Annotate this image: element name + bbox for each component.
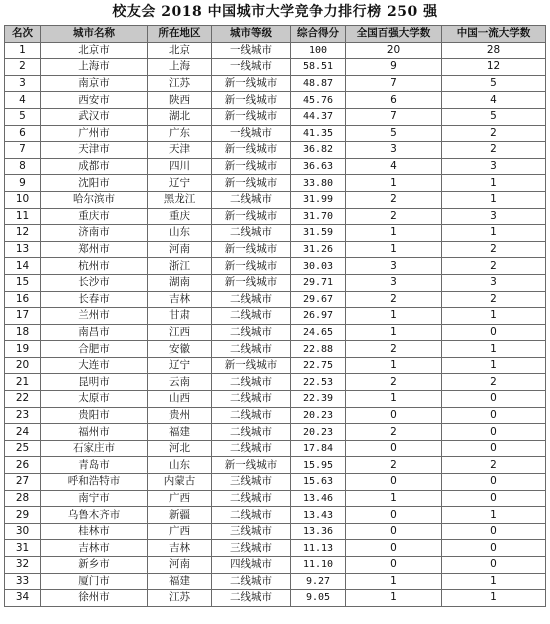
rank-cell: 1 xyxy=(5,42,41,59)
table-row xyxy=(5,241,546,258)
first-class-cell: 2 xyxy=(442,457,546,474)
first-class-cell: 2 xyxy=(442,142,546,159)
region-cell: 安徽 xyxy=(148,341,212,358)
region-cell: 重庆 xyxy=(148,208,212,225)
score-cell: 29.71 xyxy=(291,274,346,291)
region-cell: 广东 xyxy=(148,125,212,142)
region-cell: 浙江 xyxy=(148,258,212,275)
first-class-cell: 0 xyxy=(442,540,546,557)
score-cell: 30.03 xyxy=(291,258,346,275)
first-class-cell: 1 xyxy=(442,573,546,590)
table-body xyxy=(5,42,546,606)
table-row xyxy=(5,590,546,607)
table-row xyxy=(5,341,546,358)
rank-cell: 27 xyxy=(5,474,41,491)
score-cell: 22.39 xyxy=(291,391,346,408)
top100-cell: 3 xyxy=(346,142,442,159)
first-class-cell: 2 xyxy=(442,241,546,258)
tier-cell: 二线城市 xyxy=(212,424,291,441)
tier-cell: 新一线城市 xyxy=(212,175,291,192)
rank-cell: 28 xyxy=(5,490,41,507)
tier-cell: 新一线城市 xyxy=(212,357,291,374)
tier-cell: 新一线城市 xyxy=(212,241,291,258)
first-class-cell: 28 xyxy=(442,42,546,59)
region-cell: 江苏 xyxy=(148,75,212,92)
ranking-table xyxy=(4,25,546,607)
header-row xyxy=(5,26,546,43)
first-class-cell: 1 xyxy=(442,308,546,325)
top100-cell: 2 xyxy=(346,191,442,208)
first-class-cell: 0 xyxy=(442,324,546,341)
city-cell: 合肥市 xyxy=(41,341,148,358)
tier-cell: 新一线城市 xyxy=(212,75,291,92)
region-cell: 山东 xyxy=(148,457,212,474)
region-cell: 江苏 xyxy=(148,590,212,607)
header-rank: 名次 xyxy=(5,26,41,43)
rank-cell: 31 xyxy=(5,540,41,557)
top100-cell: 2 xyxy=(346,374,442,391)
city-cell: 南京市 xyxy=(41,75,148,92)
first-class-cell: 1 xyxy=(442,341,546,358)
table-header xyxy=(5,26,546,43)
tier-cell: 二线城市 xyxy=(212,507,291,524)
score-cell: 45.76 xyxy=(291,92,346,109)
city-cell: 徐州市 xyxy=(41,590,148,607)
first-class-cell: 2 xyxy=(442,125,546,142)
region-cell: 新疆 xyxy=(148,507,212,524)
first-class-cell: 0 xyxy=(442,490,546,507)
rank-cell: 23 xyxy=(5,407,41,424)
rank-cell: 14 xyxy=(5,258,41,275)
first-class-cell: 1 xyxy=(442,191,546,208)
table-row xyxy=(5,407,546,424)
score-cell: 29.67 xyxy=(291,291,346,308)
top100-cell: 0 xyxy=(346,540,442,557)
rank-cell: 8 xyxy=(5,158,41,175)
city-cell: 乌鲁木齐市 xyxy=(41,507,148,524)
rank-cell: 6 xyxy=(5,125,41,142)
first-class-cell: 1 xyxy=(442,175,546,192)
first-class-cell: 2 xyxy=(442,291,546,308)
city-cell: 呼和浩特市 xyxy=(41,474,148,491)
rank-cell: 4 xyxy=(5,92,41,109)
table-row xyxy=(5,557,546,574)
rank-cell: 13 xyxy=(5,241,41,258)
top100-cell: 0 xyxy=(346,557,442,574)
rank-cell: 33 xyxy=(5,573,41,590)
score-cell: 41.35 xyxy=(291,125,346,142)
rank-cell: 12 xyxy=(5,225,41,242)
tier-cell: 二线城市 xyxy=(212,324,291,341)
rank-cell: 9 xyxy=(5,175,41,192)
top100-cell: 1 xyxy=(346,308,442,325)
score-cell: 33.80 xyxy=(291,175,346,192)
table-row xyxy=(5,540,546,557)
top100-cell: 2 xyxy=(346,341,442,358)
tier-cell: 二线城市 xyxy=(212,308,291,325)
region-cell: 天津 xyxy=(148,142,212,159)
table-row xyxy=(5,142,546,159)
city-cell: 南昌市 xyxy=(41,324,148,341)
score-cell: 20.23 xyxy=(291,407,346,424)
top100-cell: 1 xyxy=(346,357,442,374)
top100-cell: 3 xyxy=(346,274,442,291)
region-cell: 上海 xyxy=(148,59,212,76)
city-cell: 哈尔滨市 xyxy=(41,191,148,208)
first-class-cell: 0 xyxy=(442,557,546,574)
region-cell: 江西 xyxy=(148,324,212,341)
score-cell: 31.70 xyxy=(291,208,346,225)
score-cell: 13.36 xyxy=(291,523,346,540)
tier-cell: 新一线城市 xyxy=(212,142,291,159)
region-cell: 黑龙江 xyxy=(148,191,212,208)
top100-cell: 1 xyxy=(346,241,442,258)
header-city: 城市名称 xyxy=(41,26,148,43)
score-cell: 31.59 xyxy=(291,225,346,242)
region-cell: 云南 xyxy=(148,374,212,391)
table-row xyxy=(5,59,546,76)
first-class-cell: 3 xyxy=(442,158,546,175)
tier-cell: 一线城市 xyxy=(212,42,291,59)
tier-cell: 一线城市 xyxy=(212,125,291,142)
tier-cell: 二线城市 xyxy=(212,573,291,590)
table-row xyxy=(5,274,546,291)
region-cell: 北京 xyxy=(148,42,212,59)
table-row xyxy=(5,225,546,242)
rank-cell: 19 xyxy=(5,341,41,358)
first-class-cell: 4 xyxy=(442,92,546,109)
top100-cell: 1 xyxy=(346,391,442,408)
rank-cell: 10 xyxy=(5,191,41,208)
score-cell: 31.26 xyxy=(291,241,346,258)
first-class-cell: 0 xyxy=(442,440,546,457)
city-cell: 天津市 xyxy=(41,142,148,159)
top100-cell: 0 xyxy=(346,407,442,424)
score-cell: 22.53 xyxy=(291,374,346,391)
score-cell: 9.27 xyxy=(291,573,346,590)
top100-cell: 2 xyxy=(346,457,442,474)
city-cell: 长沙市 xyxy=(41,274,148,291)
score-cell: 20.23 xyxy=(291,424,346,441)
top100-cell: 0 xyxy=(346,507,442,524)
city-cell: 福州市 xyxy=(41,424,148,441)
tier-cell: 新一线城市 xyxy=(212,158,291,175)
table-row xyxy=(5,308,546,325)
first-class-cell: 1 xyxy=(442,357,546,374)
region-cell: 贵州 xyxy=(148,407,212,424)
score-cell: 13.46 xyxy=(291,490,346,507)
score-cell: 36.82 xyxy=(291,142,346,159)
first-class-cell: 12 xyxy=(442,59,546,76)
score-cell: 17.84 xyxy=(291,440,346,457)
rank-cell: 26 xyxy=(5,457,41,474)
region-cell: 甘肃 xyxy=(148,308,212,325)
table-row xyxy=(5,424,546,441)
tier-cell: 新一线城市 xyxy=(212,208,291,225)
city-cell: 武汉市 xyxy=(41,108,148,125)
rank-cell: 22 xyxy=(5,391,41,408)
score-cell: 11.13 xyxy=(291,540,346,557)
city-cell: 昆明市 xyxy=(41,374,148,391)
top100-cell: 2 xyxy=(346,424,442,441)
score-cell: 13.43 xyxy=(291,507,346,524)
top100-cell: 20 xyxy=(346,42,442,59)
table-row xyxy=(5,507,546,524)
tier-cell: 四线城市 xyxy=(212,557,291,574)
score-cell: 11.10 xyxy=(291,557,346,574)
city-cell: 重庆市 xyxy=(41,208,148,225)
tier-cell: 三线城市 xyxy=(212,540,291,557)
city-cell: 杭州市 xyxy=(41,258,148,275)
tier-cell: 新一线城市 xyxy=(212,108,291,125)
header-first-class-count: 中国一流大学数 xyxy=(442,26,546,43)
first-class-cell: 3 xyxy=(442,274,546,291)
city-cell: 郑州市 xyxy=(41,241,148,258)
page-title: 校友会 2018 中国城市大学竞争力排行榜 250 强 xyxy=(112,4,438,20)
rank-cell: 18 xyxy=(5,324,41,341)
tier-cell: 新一线城市 xyxy=(212,92,291,109)
city-cell: 成都市 xyxy=(41,158,148,175)
city-cell: 贵阳市 xyxy=(41,407,148,424)
city-cell: 吉林市 xyxy=(41,540,148,557)
tier-cell: 一线城市 xyxy=(212,59,291,76)
header-tier: 城市等级 xyxy=(212,26,291,43)
first-class-cell: 5 xyxy=(442,108,546,125)
region-cell: 陕西 xyxy=(148,92,212,109)
tier-cell: 新一线城市 xyxy=(212,457,291,474)
score-cell: 31.99 xyxy=(291,191,346,208)
table-row xyxy=(5,324,546,341)
rank-cell: 34 xyxy=(5,590,41,607)
rank-cell: 20 xyxy=(5,357,41,374)
city-cell: 南宁市 xyxy=(41,490,148,507)
header-score: 综合得分 xyxy=(291,26,346,43)
city-cell: 青岛市 xyxy=(41,457,148,474)
score-cell: 36.63 xyxy=(291,158,346,175)
city-cell: 西安市 xyxy=(41,92,148,109)
top100-cell: 2 xyxy=(346,291,442,308)
header-top100-count: 全国百强大学数 xyxy=(346,26,442,43)
table-row xyxy=(5,75,546,92)
top100-cell: 1 xyxy=(346,324,442,341)
tier-cell: 二线城市 xyxy=(212,191,291,208)
region-cell: 湖南 xyxy=(148,274,212,291)
score-cell: 26.97 xyxy=(291,308,346,325)
region-cell: 广西 xyxy=(148,490,212,507)
table-row xyxy=(5,357,546,374)
first-class-cell: 0 xyxy=(442,474,546,491)
region-cell: 辽宁 xyxy=(148,357,212,374)
region-cell: 湖北 xyxy=(148,108,212,125)
region-cell: 吉林 xyxy=(148,291,212,308)
top100-cell: 7 xyxy=(346,75,442,92)
tier-cell: 新一线城市 xyxy=(212,258,291,275)
table-row xyxy=(5,490,546,507)
top100-cell: 1 xyxy=(346,573,442,590)
table-row xyxy=(5,92,546,109)
tier-cell: 二线城市 xyxy=(212,374,291,391)
top100-cell: 9 xyxy=(346,59,442,76)
first-class-cell: 2 xyxy=(442,374,546,391)
city-cell: 太原市 xyxy=(41,391,148,408)
table-row xyxy=(5,474,546,491)
score-cell: 24.65 xyxy=(291,324,346,341)
tier-cell: 三线城市 xyxy=(212,474,291,491)
rank-cell: 2 xyxy=(5,59,41,76)
first-class-cell: 0 xyxy=(442,424,546,441)
score-cell: 100 xyxy=(291,42,346,59)
region-cell: 河南 xyxy=(148,557,212,574)
table-row xyxy=(5,457,546,474)
top100-cell: 1 xyxy=(346,175,442,192)
region-cell: 内蒙古 xyxy=(148,474,212,491)
table-row xyxy=(5,391,546,408)
tier-cell: 二线城市 xyxy=(212,291,291,308)
first-class-cell: 1 xyxy=(442,590,546,607)
score-cell: 48.87 xyxy=(291,75,346,92)
region-cell: 山东 xyxy=(148,225,212,242)
city-cell: 石家庄市 xyxy=(41,440,148,457)
city-cell: 大连市 xyxy=(41,357,148,374)
tier-cell: 新一线城市 xyxy=(212,274,291,291)
city-cell: 厦门市 xyxy=(41,573,148,590)
top100-cell: 2 xyxy=(346,208,442,225)
first-class-cell: 0 xyxy=(442,391,546,408)
rank-cell: 17 xyxy=(5,308,41,325)
rank-cell: 21 xyxy=(5,374,41,391)
table-row xyxy=(5,191,546,208)
table-row xyxy=(5,291,546,308)
city-cell: 桂林市 xyxy=(41,523,148,540)
score-cell: 58.51 xyxy=(291,59,346,76)
table-row xyxy=(5,573,546,590)
region-cell: 吉林 xyxy=(148,540,212,557)
table-row xyxy=(5,108,546,125)
table-row xyxy=(5,258,546,275)
top100-cell: 7 xyxy=(346,108,442,125)
top100-cell: 0 xyxy=(346,474,442,491)
score-cell: 22.75 xyxy=(291,357,346,374)
first-class-cell: 1 xyxy=(442,507,546,524)
rank-cell: 16 xyxy=(5,291,41,308)
region-cell: 河南 xyxy=(148,241,212,258)
first-class-cell: 0 xyxy=(442,523,546,540)
tier-cell: 二线城市 xyxy=(212,490,291,507)
rank-cell: 3 xyxy=(5,75,41,92)
rank-cell: 24 xyxy=(5,424,41,441)
table-row xyxy=(5,523,546,540)
first-class-cell: 2 xyxy=(442,258,546,275)
table-row xyxy=(5,175,546,192)
tier-cell: 二线城市 xyxy=(212,225,291,242)
top100-cell: 1 xyxy=(346,590,442,607)
top100-cell: 3 xyxy=(346,258,442,275)
rank-cell: 11 xyxy=(5,208,41,225)
region-cell: 福建 xyxy=(148,573,212,590)
first-class-cell: 5 xyxy=(442,75,546,92)
tier-cell: 二线城市 xyxy=(212,407,291,424)
header-region: 所在地区 xyxy=(148,26,212,43)
rank-cell: 5 xyxy=(5,108,41,125)
city-cell: 沈阳市 xyxy=(41,175,148,192)
tier-cell: 二线城市 xyxy=(212,391,291,408)
city-cell: 北京市 xyxy=(41,42,148,59)
city-cell: 长春市 xyxy=(41,291,148,308)
rank-cell: 7 xyxy=(5,142,41,159)
table-row xyxy=(5,125,546,142)
tier-cell: 二线城市 xyxy=(212,341,291,358)
table-row xyxy=(5,158,546,175)
city-cell: 兰州市 xyxy=(41,308,148,325)
top100-cell: 0 xyxy=(346,523,442,540)
score-cell: 15.63 xyxy=(291,474,346,491)
table-row xyxy=(5,208,546,225)
region-cell: 四川 xyxy=(148,158,212,175)
score-cell: 22.88 xyxy=(291,341,346,358)
first-class-cell: 0 xyxy=(442,407,546,424)
region-cell: 河北 xyxy=(148,440,212,457)
region-cell: 福建 xyxy=(148,424,212,441)
rank-cell: 15 xyxy=(5,274,41,291)
top100-cell: 1 xyxy=(346,490,442,507)
score-cell: 9.05 xyxy=(291,590,346,607)
table-row xyxy=(5,42,546,59)
tier-cell: 三线城市 xyxy=(212,523,291,540)
score-cell: 15.95 xyxy=(291,457,346,474)
rank-cell: 32 xyxy=(5,557,41,574)
top100-cell: 5 xyxy=(346,125,442,142)
region-cell: 广西 xyxy=(148,523,212,540)
top100-cell: 4 xyxy=(346,158,442,175)
city-cell: 济南市 xyxy=(41,225,148,242)
region-cell: 山西 xyxy=(148,391,212,408)
city-cell: 上海市 xyxy=(41,59,148,76)
tier-cell: 二线城市 xyxy=(212,590,291,607)
top100-cell: 6 xyxy=(346,92,442,109)
city-cell: 广州市 xyxy=(41,125,148,142)
first-class-cell: 1 xyxy=(442,225,546,242)
score-cell: 44.37 xyxy=(291,108,346,125)
rank-cell: 25 xyxy=(5,440,41,457)
top100-cell: 1 xyxy=(346,225,442,242)
first-class-cell: 3 xyxy=(442,208,546,225)
rank-cell: 29 xyxy=(5,507,41,524)
table-row xyxy=(5,374,546,391)
tier-cell: 二线城市 xyxy=(212,440,291,457)
region-cell: 辽宁 xyxy=(148,175,212,192)
table-row xyxy=(5,440,546,457)
rank-cell: 30 xyxy=(5,523,41,540)
city-cell: 新乡市 xyxy=(41,557,148,574)
top100-cell: 0 xyxy=(346,440,442,457)
